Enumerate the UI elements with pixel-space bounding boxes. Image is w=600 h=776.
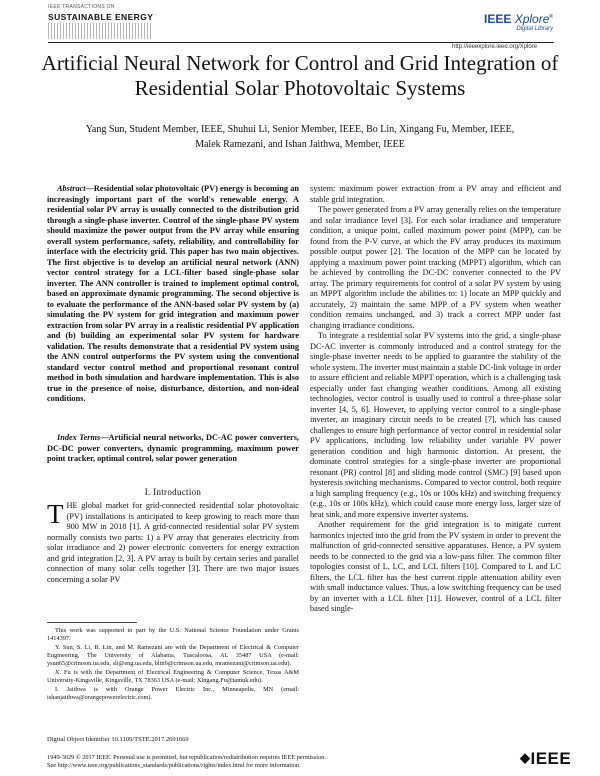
index-terms-text: —Artificial neural networks, DC-AC power converters, DC-DC power converters, dynamic programming, maximum power point tracker, optimal control, solar power generation bbox=[47, 433, 299, 463]
ieee-diamond-icon: ◆ bbox=[520, 750, 531, 765]
body-paragraph: The power generated from a PV array generally relies on the temperature and solar irradiance level [3]. For each solar irradiance and temperature condition, a unique point, called maximum power point (MPP), can be found from the P-V curve, at which the PV array produces its maximum possible output power [2]. The location of the MPP can be located by applying a maximum power point tracking (MPPT) algorithm, which can be achieved by controlling the DC-DC converter connected to the PV array. The primary requirements for control of a solar PV system by using an MPPT algorithm include the abilities to: 1) locate an MPP quickly and accurately, 2) maintain the same MPP of a PV system when weather condition remains unchanged, and 3) track a correct MPP under fast changing irradiance conditions. bbox=[310, 205, 561, 330]
author-list bbox=[40, 122, 560, 152]
ieee-logo-text: IEEE bbox=[530, 749, 572, 768]
ieee-logo bbox=[520, 749, 571, 769]
section-heading-introduction: I. Introduction bbox=[144, 487, 202, 497]
abstract-lead: Abstract bbox=[57, 184, 86, 193]
footnotes bbox=[47, 627, 299, 703]
footnote-rule bbox=[47, 622, 137, 623]
xplore-url[interactable]: http://ieeexplore.ieee.org/Xplore bbox=[452, 44, 538, 50]
abstract bbox=[47, 184, 299, 405]
xplore-reg: ® bbox=[549, 14, 554, 20]
introduction-paragraph bbox=[47, 501, 299, 585]
journal-banner-graphic bbox=[48, 23, 152, 39]
authors-line-2: Malek Ramezani, and Ishan Jaithwa, Member, IEEE bbox=[195, 139, 405, 150]
journal-name: SUSTAINABLE ENERGY bbox=[48, 12, 154, 22]
copyright-line-1: 1949-3029 © 2017 IEEE. Personal use is permitted, but republication/redistribution requires IEEE permission. bbox=[47, 754, 326, 761]
abstract-text: —Residential solar photovoltaic (PV) energy is becoming an increasingly important part of the world's renewable energy. A residential solar PV array is usually connected to the distribution grid through a single-phase inverter. Control of the single-phase PV system should maximize the power output from the PV array while ensuring overall system performance, safety, reliability, and controllability for interface with the electricity grid. This paper has two main objectives. The first objective is to develop an artificial neural network (ANN) vector control strategy for a LCL-filter based single-phase solar inverter. The ANN controller is trained to implement optimal control, based on approximate dynamic programming. The second objective is to evaluate the performance of the ANN-based solar PV system by (a) simulating the PV system for grid integration and maximum power extraction from solar PV array in a realistic residential PV application and (b) building an experimental solar PV system for hardware validation. The results demonstrate that a residential PV system using the ANN control outperforms the PV system using the conventional standard vector control method and proportional resonant control method in both simulation and hardware implementation. This is also true in the presence of noise, disturbance, distortion, and non-ideal conditions. bbox=[47, 184, 299, 403]
footnote-affiliation-ope: I. Jaithwa is with Orange Power Electric Inc., Minneapolis, MN (email: ishanjaithwa@orangepowerelectric.com). bbox=[47, 686, 299, 701]
xplore-subtitle: Digital Library bbox=[516, 26, 554, 32]
copyright-notice bbox=[47, 754, 517, 770]
right-column bbox=[310, 184, 561, 615]
xplore-name: IEEE bbox=[484, 12, 512, 26]
footnote-affiliation-ua: Y. Sun, S. Li, B. Lin, and M. Ramezani are with the Department of Electrical & Computer Engineering, The University of Alabama, Tuscaloosa, AL 35487 USA (e-mail: ysun65@crimson.ua.edu, sli@eng.ua.edu, blin6@crimson.ua.edu, mramezani@crimson.ua.edu). bbox=[47, 644, 299, 667]
drop-cap: T bbox=[47, 499, 64, 529]
introduction-text: HE global market for grid-connected residential solar photovoltaic (PV) installations is anticipated to keep growing to reach more than 900 MW in 2018 [1]. A grid-connected residential solar PV system normally consists two parts: 1) a PV array that generates electricity from solar irradiance and 2) power electronic converters for energy extraction and grid integration [2, 3]. A PV array is built by certain series and parallel connection of many solar cells together [3]. There are two major issues concerning a solar PV bbox=[47, 501, 299, 584]
index-terms bbox=[47, 433, 299, 465]
footnote-affiliation-tamuk: X. Fu is with the Department of Electrical Engineering & Computer Science, Texas A&M University-Kingsville, Kingsville, TX 78363 USA (e-mail: Xingang.Fu@tamuk.edu). bbox=[47, 669, 299, 684]
body-paragraph: To integrate a residential solar PV systems into the grid, a single-phase DC-AC inverter is commonly introduced and a control strategy for the single-phase inverter needs to be applied to guarantee the stability of the whole system. The inverter must maintain a stable DC-link voltage in order to assure efficient and reliable MPPT operation, which is a challenging task especially under fast changing weather conditions. Among all existing technologies, vector control is usually used to control a three-phase solar inverter [4, 5, 6]. However, to applying vector control to a single-phase inverter, an imaginary circuit needs to be created [7], which has caused challenges to ensure high performance of vector control in residential solar PV applications, including low reliability under variable PV power generation condition and high harmonic distortion. At present, the dominate control strategies for a single-phase inverter are proportional resonant (PR) control [8] and sliding mode control (SMC) [9] based upon hysteresis switching mechanisms. Compared to vector control, both require a high sampling frequency (e.g., 10s or 100s kHz) and switching frequency (e.g., 10s or 100s kHz), which could cause more energy loss, larger size of heat sink, and more expensive inverter systems. bbox=[310, 331, 561, 519]
paper-title: Artificial Neural Network for Control and Grid Integration of Residential Solar Photovoltaic Systems bbox=[41, 51, 559, 100]
footnote-funding: This work was supported in part by the U.S. National Science Foundation under Grants 1414397. bbox=[47, 627, 299, 642]
doi[interactable]: Digital Object Identifier 10.1109/TSTE.2017.2691669 bbox=[47, 736, 189, 743]
index-terms-lead: Index Terms bbox=[57, 433, 101, 442]
body-paragraph: system: maximum power extraction from a PV array and efficient and stable grid integration. bbox=[310, 184, 561, 204]
journal-header bbox=[0, 0, 600, 50]
copyright-line-2: See http://www.ieee.org/publications_standards/publications/rights/index.html for more information. bbox=[47, 762, 301, 769]
journal-line: IEEE TRANSACTIONS ON bbox=[48, 4, 115, 10]
xplore-name-italic: Xplore bbox=[514, 12, 550, 26]
header-rule bbox=[48, 42, 554, 43]
body-paragraph: Another requirement for the grid integration is to mitigate current harmonics injected into the grid from the PV system in order to prevent the malfunction of grid-connected sensitive apparatuses. Hence, a PV system needs to be connected to the grid via a low-pass filter. The common filter topologies consist of L, LC, and LCL filters [10]. Compared to L and LC filters, the LCL filter has the best current ripple attenuation ability even with small inductance values. Thus, a low switching frequency can be used by an inverter with a LCL filter [11]. However, control of a LCL filter based single- bbox=[310, 520, 561, 613]
authors-line-1: Yang Sun, Student Member, IEEE, Shuhui Li, Senior Member, IEEE, Bo Lin, Xingang Fu, Member, IEEE, bbox=[85, 124, 515, 135]
ieee-xplore-logo[interactable] bbox=[484, 12, 553, 32]
